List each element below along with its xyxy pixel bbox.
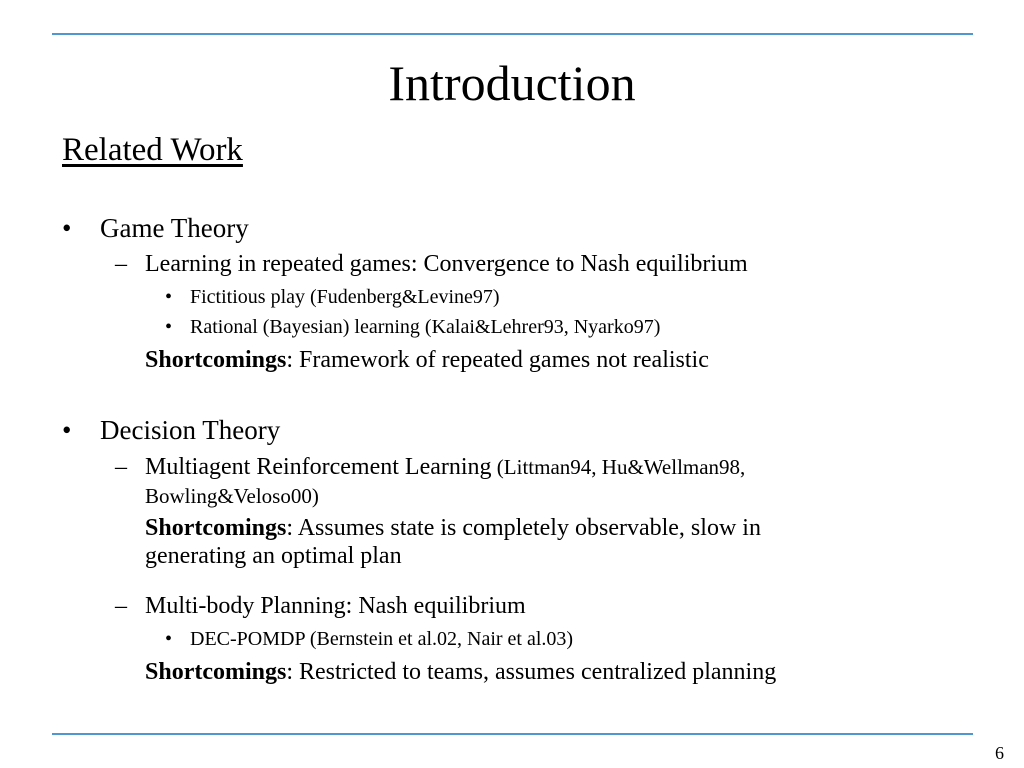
detail-dec-pomdp — [165, 627, 573, 651]
subitem-text: Multi-body Planning: Nash equilibrium — [145, 593, 526, 619]
subitem-multiagent-rl — [115, 453, 745, 481]
subitem-repeated-games — [115, 250, 748, 278]
subitem-text: Multiagent Reinforcement Learning — [145, 454, 492, 480]
bullet-marker: • — [62, 415, 72, 445]
subitem-text: Learning in repeated games: Convergence to Nash equilibrium — [145, 251, 748, 277]
bullet-marker: • — [62, 213, 72, 243]
small-bullet-marker: • — [165, 628, 173, 650]
shortcomings-game-theory — [145, 346, 709, 374]
subitem-multi-body-planning — [115, 592, 526, 620]
shortcomings-multiagent-rl — [145, 514, 761, 542]
shortcomings-multi-body-planning — [145, 658, 776, 686]
small-bullet-marker: • — [165, 286, 173, 308]
detail-rational-learning — [165, 315, 660, 339]
bottom-divider-line — [52, 733, 973, 735]
detail-text: Rational (Bayesian) learning (Kalai&Lehrer93, Nyarko97) — [190, 316, 661, 338]
shortcomings-text: : Restricted to teams, assumes centralized planning — [286, 659, 777, 685]
shortcomings-label: Shortcomings — [145, 515, 287, 541]
dash-marker: – — [115, 251, 127, 277]
top-divider-line — [52, 33, 973, 35]
shortcomings-label: Shortcomings — [145, 347, 287, 373]
citation-continuation: Bowling&Veloso00) — [145, 484, 319, 508]
shortcomings-text: : Assumes state is completely observable, slow in — [286, 515, 761, 541]
slide-title: Introduction — [388, 55, 636, 111]
shortcomings-continuation: generating an optimal plan — [145, 543, 402, 569]
detail-text: DEC-POMDP (Bernstein et al.02, Nair et al.03) — [190, 628, 574, 650]
dash-marker: – — [115, 454, 127, 480]
detail-text: Fictitious play (Fudenberg&Levine97) — [190, 286, 500, 308]
bullet-text: Decision Theory — [100, 415, 281, 445]
small-bullet-marker: • — [165, 316, 173, 338]
dash-marker: – — [115, 593, 127, 619]
detail-fictitious-play — [165, 285, 500, 309]
bullet-text: Game Theory — [100, 213, 249, 243]
bullet-game-theory — [62, 212, 249, 244]
page-number: 6 — [995, 743, 1004, 763]
bullet-decision-theory — [62, 414, 280, 446]
citation-text: (Littman94, Hu&Wellman98, — [491, 455, 746, 479]
shortcomings-label: Shortcomings — [145, 659, 287, 685]
shortcomings-text: : Framework of repeated games not realistic — [286, 347, 709, 373]
section-heading-related-work: Related Work — [62, 132, 243, 168]
